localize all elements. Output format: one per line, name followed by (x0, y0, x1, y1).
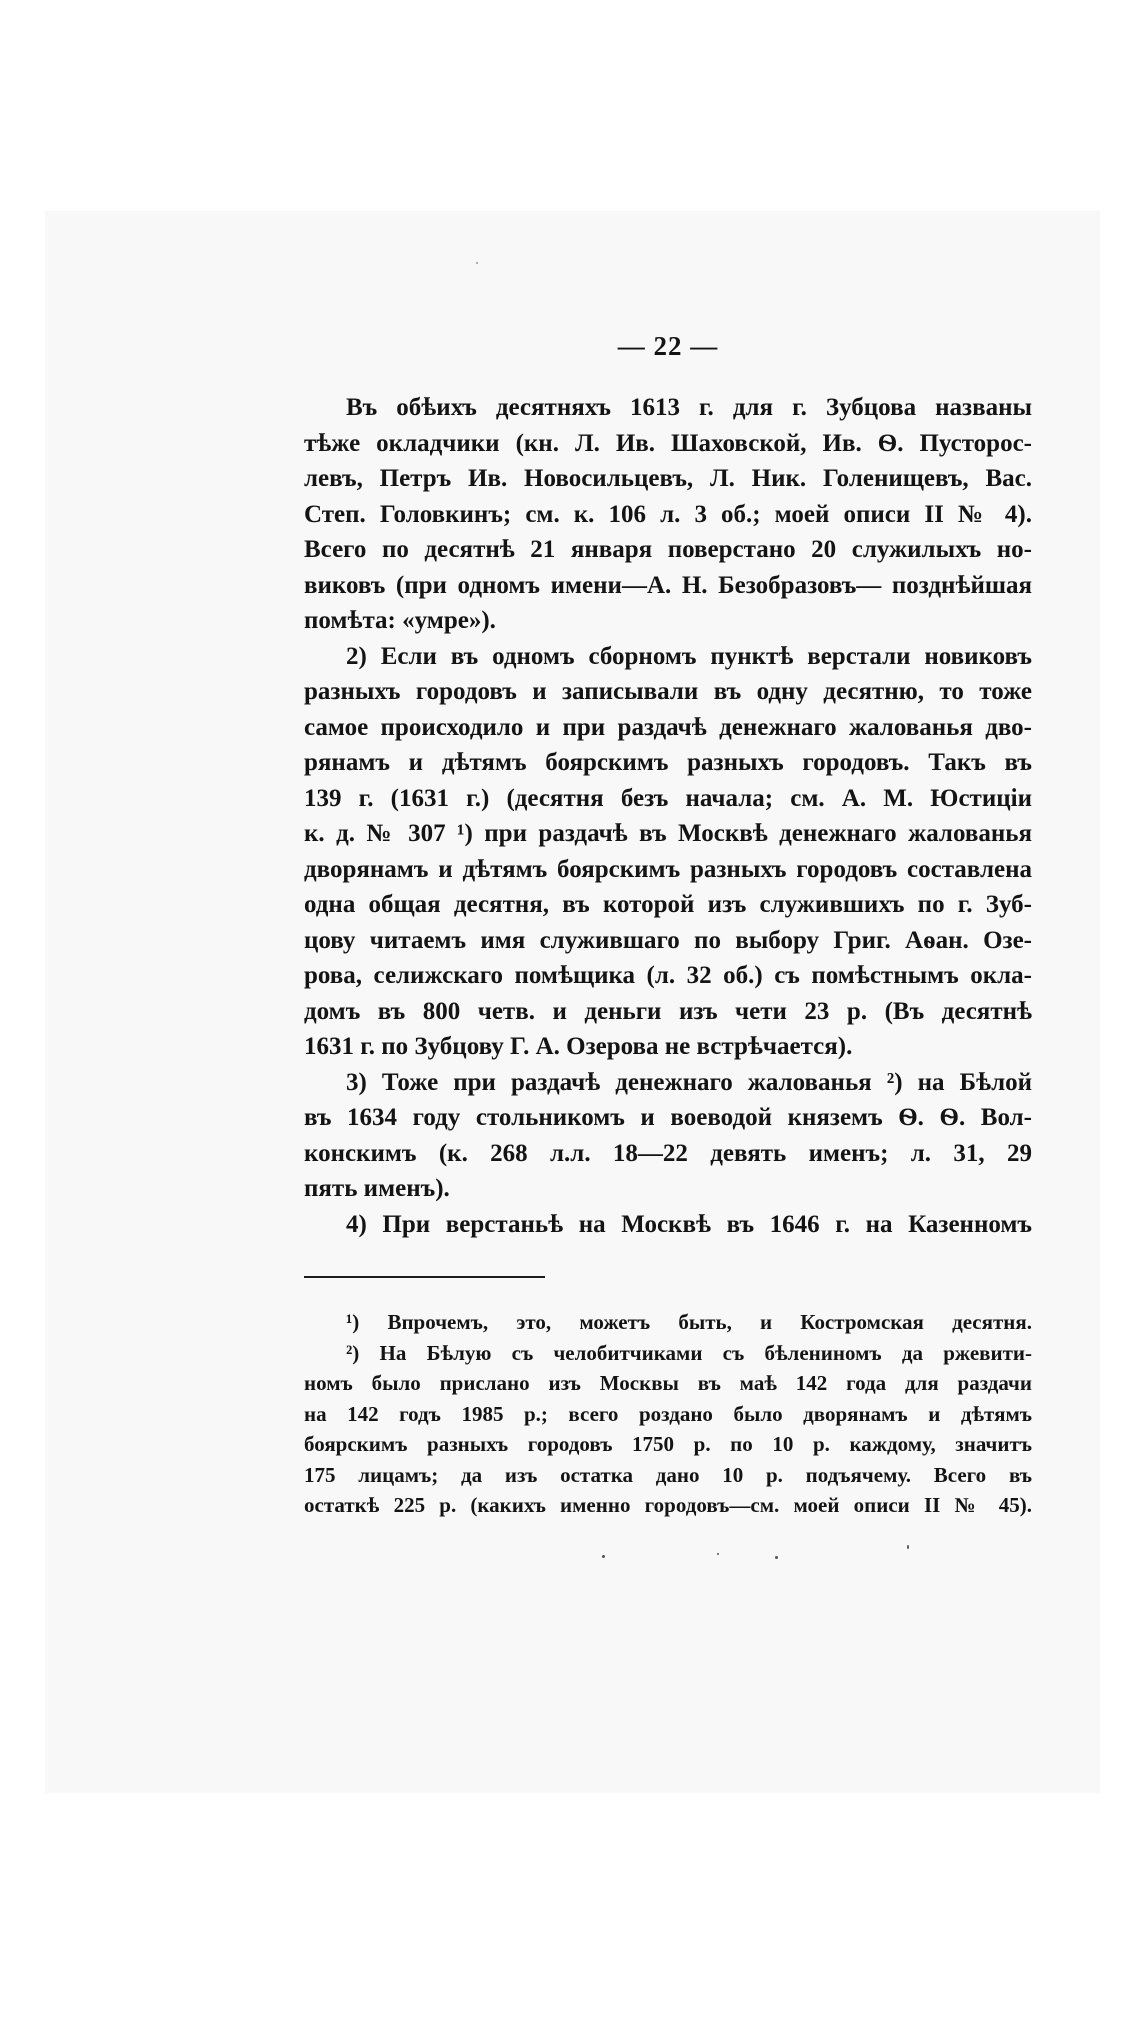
text-line: рова, селижскаго помѣщика (л. 32 об.) съ помѣстнымъ окла- (304, 962, 1032, 989)
text-line: 2) Если въ одномъ сборномъ пунктѣ верстали новиковъ (346, 642, 1032, 670)
text-line: Въ обѣихъ десятняхъ 1613 г. для г. Зубцова названы (346, 394, 1032, 421)
footnote-divider (304, 1276, 545, 1278)
scan-speck (476, 262, 478, 264)
text-line: 1631 г. по Зубцову Г. А. Озерова не встрѣчается). (304, 1033, 853, 1060)
text-line: конскимъ (к. 268 л.л. 18—22 девять именъ; л. 31, 29 (304, 1139, 1032, 1167)
text-line: одна общая десятня, въ которой изъ служившихъ по г. Зуб- (304, 891, 1032, 918)
paragraph-1 (304, 390, 1032, 639)
text-line: домъ въ 800 четв. и деньги изъ чети 23 р. (Въ десятнѣ (304, 997, 1032, 1025)
text-line: 3) Тоже при раздачѣ денежнаго жалованья ²) на Бѣлой (346, 1068, 1032, 1096)
text-line: въ 1634 году стольникомъ и воеводой княземъ Ѳ. Ѳ. Вол- (304, 1104, 1032, 1131)
footnote-line: боярскимъ разныхъ городовъ 1750 р. по 10 р. каждому, значитъ (304, 1432, 1032, 1456)
footnote-line: номъ было прислано изъ Москвы въ маѣ 142 года для раздачи (304, 1371, 1032, 1395)
paragraph-4 (304, 1207, 1032, 1243)
text-line: Степ. Головкинъ; см. к. 106 л. 3 об.; моей описи II № 4). (304, 500, 1032, 528)
text-line: самое происходило и при раздачѣ денежнаго жалованья дво- (304, 713, 1032, 741)
scan-speck (907, 1545, 909, 1549)
footnote-line (304, 1307, 1032, 1338)
text-line: помѣта: «умре»). (304, 607, 496, 634)
text-line: левъ, Петръ Ив. Новосильцевъ, Л. Ник. Голенищевъ, Вас. (304, 465, 1032, 492)
footnote-2 (304, 1338, 1032, 1521)
footnote-1 (304, 1307, 1032, 1338)
scan-speck (775, 1556, 778, 1559)
text-line: тѣже окладчики (кн. Л. Ив. Шаховской, Ив. Ѳ. Пусторос- (304, 429, 1032, 457)
footnote-line: на 142 годъ 1985 р.; всего роздано было дворянамъ и дѣтямъ (304, 1401, 1032, 1426)
footnote-line (304, 1338, 1032, 1369)
text-line: дворянамъ и дѣтямъ боярскимъ разныхъ городовъ составлена (304, 855, 1032, 883)
text-line: цову читаемъ имя служившаго по выбору Григ. Аѳан. Озе- (304, 926, 1032, 954)
footnotes (304, 1307, 1032, 1521)
footnote-text: На Бѣлую съ челобитчиками съ бѣлениномъ да ржевити- (379, 1340, 1032, 1365)
main-text (304, 390, 1032, 1242)
paragraph-2 (304, 639, 1032, 1065)
page-number: — 22 — (617, 331, 719, 361)
text-line: к. д. № 307 ¹) при раздачѣ въ Москвѣ денежнаго жалованья (304, 820, 1032, 847)
text-line: пять именъ). (304, 1175, 450, 1202)
text-line: разныхъ городовъ и записывали въ одну десятню, то тоже (304, 678, 1032, 705)
text-line: виковъ (при одномъ имени—А. Н. Безобразовъ— позднѣйшая (304, 571, 1032, 599)
text-line: 4) При верстаньѣ на Москвѣ въ 1646 г. на Казенномъ (346, 1210, 1032, 1238)
footnote-line: остаткѣ 225 р. (какихъ именно городовъ—см. моей описи II № 45). (304, 1493, 1032, 1517)
text-line: Всего по десятнѣ 21 января поверстано 20 служилыхъ но- (304, 536, 1032, 563)
scan-speck (602, 1555, 605, 1558)
scan-speck (717, 1553, 719, 1555)
paragraph-3 (304, 1065, 1032, 1207)
text-line: 139 г. (1631 г.) (десятня безъ начала; см. А. М. Юстиціи (304, 784, 1032, 812)
text-line: рянамъ и дѣтямъ боярскимъ разныхъ городовъ. Такъ въ (304, 749, 1032, 776)
footnote-text: Впрочемъ, это, можетъ быть, и Костромская десятня. (387, 1310, 1032, 1334)
footnote-marker: ¹) (346, 1310, 360, 1334)
footnote-line: 175 лицамъ; да изъ остатка дано 10 р. подъячему. Всего въ (304, 1462, 1032, 1487)
footnote-marker: ²) (346, 1340, 360, 1365)
